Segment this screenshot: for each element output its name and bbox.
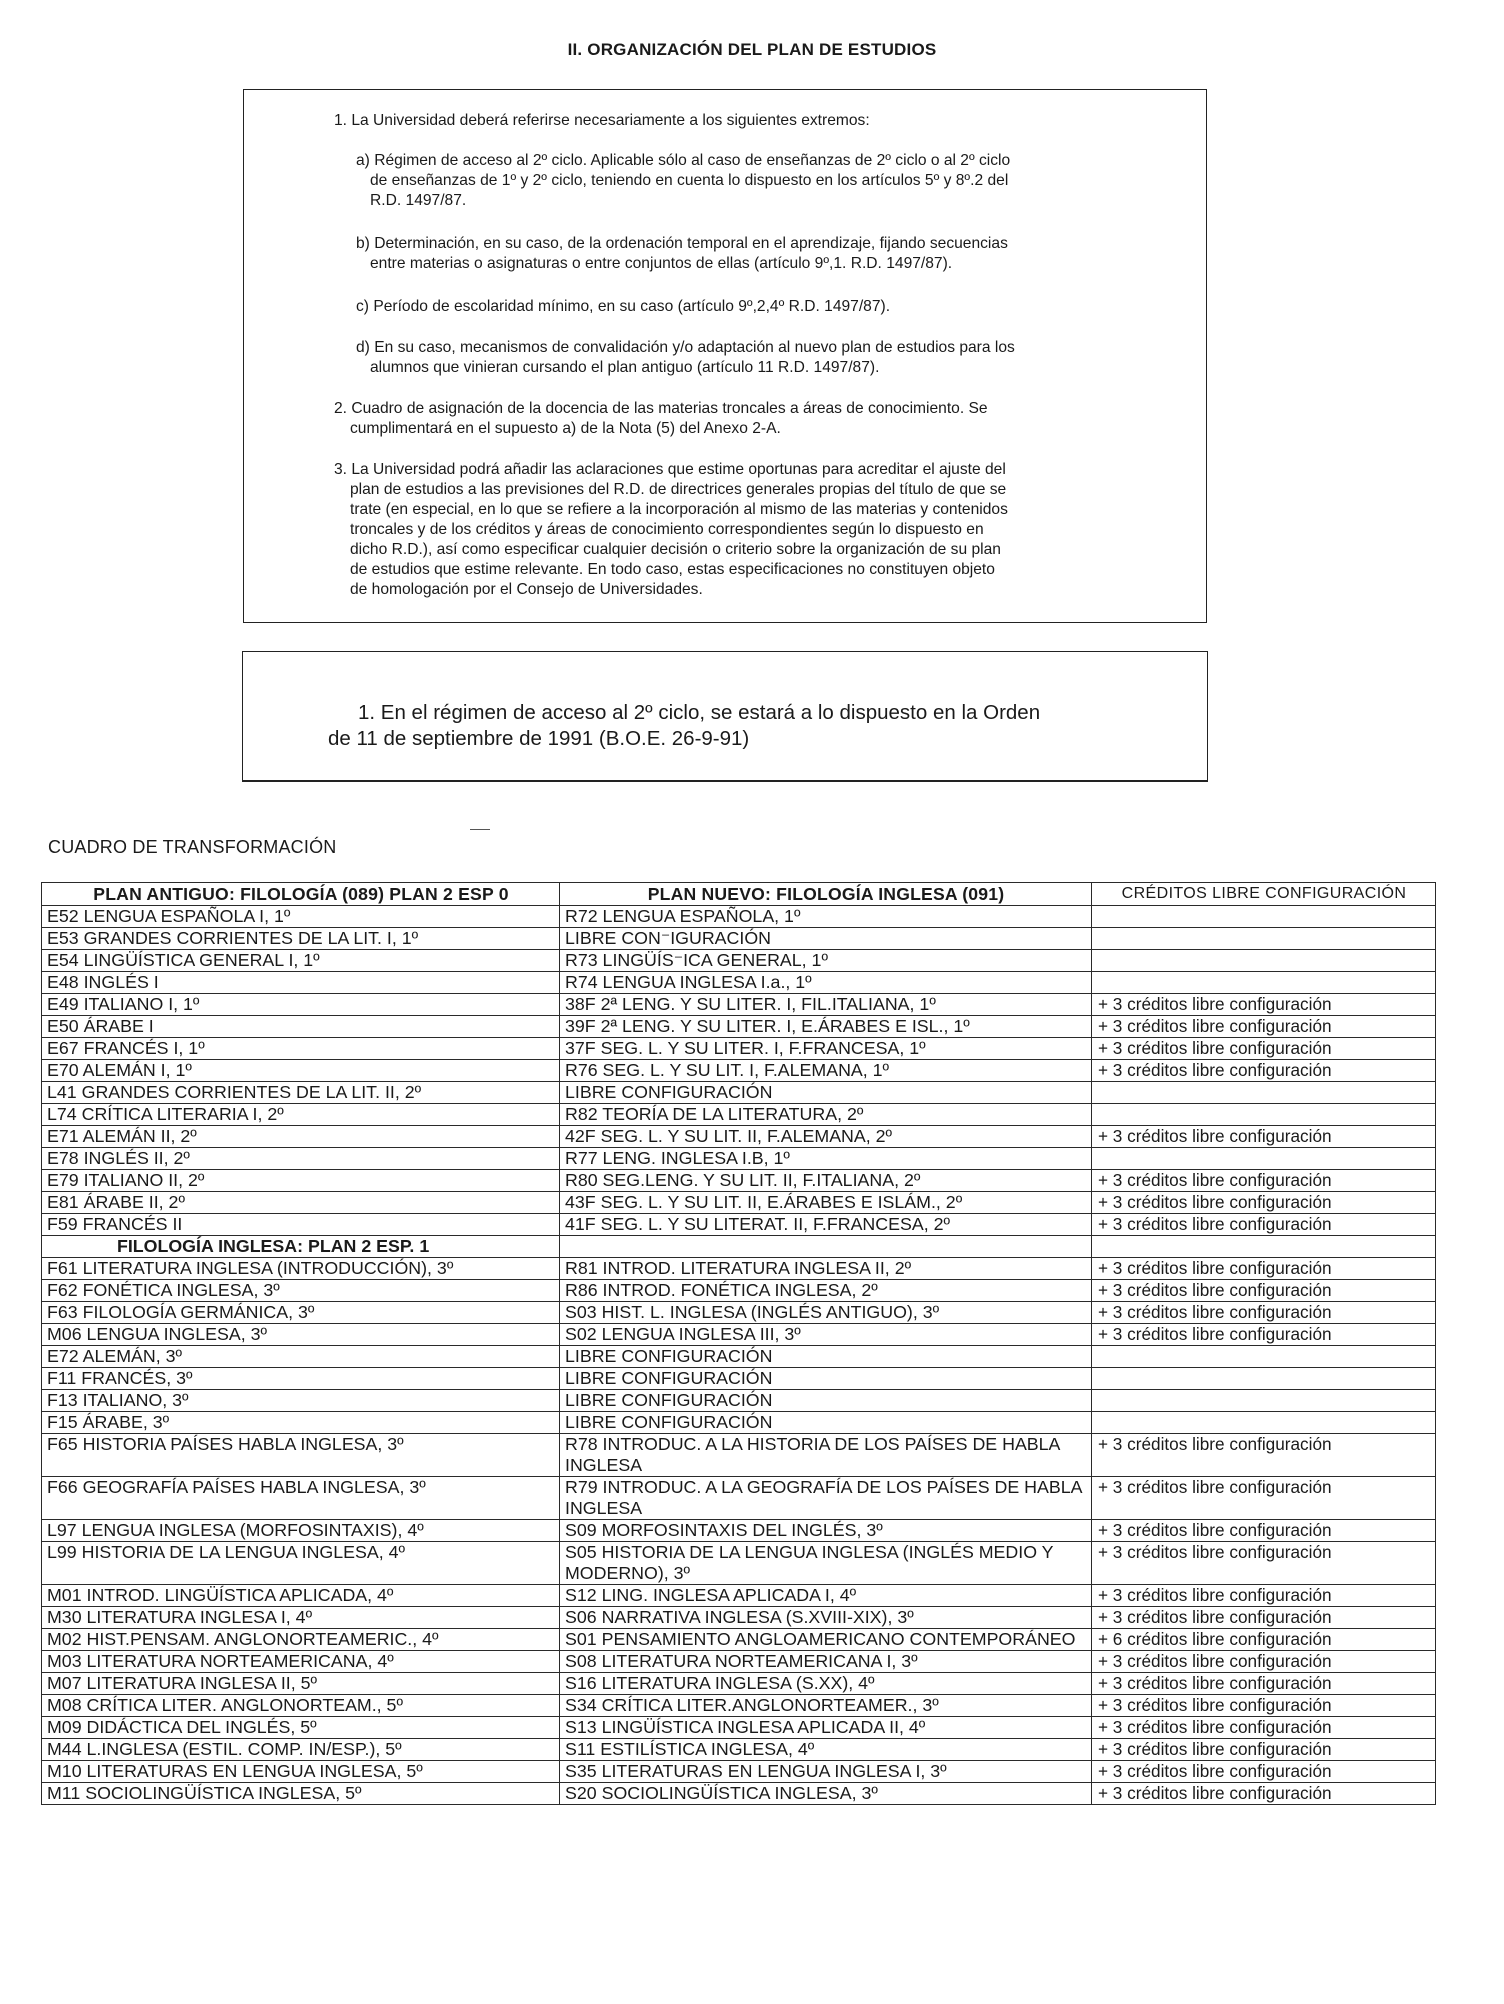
- table-row: [42, 1651, 1436, 1673]
- table-row: [42, 1082, 1436, 1104]
- table-row: [42, 1434, 1436, 1477]
- old-plan-cell: F13 ITALIANO, 3º: [42, 1390, 560, 1412]
- old-plan-cell: M06 LENGUA INGLESA, 3º: [42, 1324, 560, 1346]
- old-plan-cell: E70 ALEMÁN I, 1º: [42, 1060, 560, 1082]
- new-plan-cell: R76 SEG. L. Y SU LIT. I, F.ALEMANA, 1º: [560, 1060, 1092, 1082]
- table-row: [42, 1477, 1436, 1520]
- new-plan-cell: R72 LENGUA ESPAÑOLA, 1º: [560, 906, 1092, 928]
- table-row: [42, 928, 1436, 950]
- instruction-point-3-line-3: trate (en especial, en lo que se refiere a la incorporación al mismo de las materias y contenidos: [350, 501, 1008, 518]
- instruction-point-1: 1. La Universidad deberá referirse necesariamente a los siguientes extremos:: [334, 112, 870, 129]
- section-subheading-cell: FILOLOGÍA INGLESA: PLAN 2 ESP. 1: [42, 1236, 560, 1258]
- section-title: II. ORGANIZACIÓN DEL PLAN DE ESTUDIOS: [567, 40, 937, 59]
- old-plan-cell: F15 ÁRABE, 3º: [42, 1412, 560, 1434]
- table-row: [42, 1695, 1436, 1717]
- new-plan-cell: R79 INTRODUC. A LA GEOGRAFÍA DE LOS PAÍSES DE HABLA INGLESA: [560, 1477, 1092, 1520]
- credits-cell: + 3 créditos libre configuración: [1092, 1542, 1436, 1585]
- old-plan-cell: M07 LITERATURA INGLESA II, 5º: [42, 1673, 560, 1695]
- new-plan-cell: 42F SEG. L. Y SU LIT. II, F.ALEMANA, 2º: [560, 1126, 1092, 1148]
- table-row: [42, 1060, 1436, 1082]
- table-row: [42, 1324, 1436, 1346]
- old-plan-cell: M08 CRÍTICA LITER. ANGLONORTEAM., 5º: [42, 1695, 560, 1717]
- credits-cell: + 3 créditos libre configuración: [1092, 1477, 1436, 1520]
- instruction-point-2-line-2: cumplimentará en el supuesto a) de la Nota (5) del Anexo 2-A.: [350, 420, 781, 437]
- credits-cell: + 3 créditos libre configuración: [1092, 1695, 1436, 1717]
- instruction-a-line-2: de enseñanzas de 1º y 2º ciclo, teniendo en cuenta lo dispuesto en los artículos 5º y 8º.2 del: [370, 172, 1009, 189]
- new-plan-cell: LIBRE CONFIGURACIÓN: [560, 1082, 1092, 1104]
- old-plan-cell: E49 ITALIANO I, 1º: [42, 994, 560, 1016]
- old-plan-cell: F65 HISTORIA PAÍSES HABLA INGLESA, 3º: [42, 1434, 560, 1477]
- old-plan-cell: F59 FRANCÉS II: [42, 1214, 560, 1236]
- credits-cell: + 3 créditos libre configuración: [1092, 1761, 1436, 1783]
- credits-cell: + 3 créditos libre configuración: [1092, 1607, 1436, 1629]
- credits-cell: + 3 créditos libre configuración: [1092, 1520, 1436, 1542]
- new-plan-cell: S20 SOCIOLINGÜÍSTICA INGLESA, 3º: [560, 1783, 1092, 1805]
- instructions-box: [243, 89, 1207, 623]
- old-plan-cell: E50 ÁRABE I: [42, 1016, 560, 1038]
- credits-cell: + 3 créditos libre configuración: [1092, 1651, 1436, 1673]
- old-plan-cell: M03 LITERATURA NORTEAMERICANA, 4º: [42, 1651, 560, 1673]
- new-plan-cell: LIBRE CONFIGURACIÓN: [560, 1412, 1092, 1434]
- credits-cell: + 3 créditos libre configuración: [1092, 1585, 1436, 1607]
- new-plan-cell: 41F SEG. L. Y SU LITERAT. II, F.FRANCESA, 2º: [560, 1214, 1092, 1236]
- new-plan-cell: R81 INTROD. LITERATURA INGLESA II, 2º: [560, 1258, 1092, 1280]
- new-plan-cell: S01 PENSAMIENTO ANGLOAMERICANO CONTEMPORÁNEO: [560, 1629, 1092, 1651]
- table-row: [42, 1739, 1436, 1761]
- new-plan-cell: 38F 2ª LENG. Y SU LITER. I, FIL.ITALIANA, 1º: [560, 994, 1092, 1016]
- new-plan-cell: S06 NARRATIVA INGLESA (S.XVIII-XIX), 3º: [560, 1607, 1092, 1629]
- credits-cell: + 6 créditos libre configuración: [1092, 1629, 1436, 1651]
- table-row: [42, 1126, 1436, 1148]
- new-plan-cell: R74 LENGUA INGLESA I.a., 1º: [560, 972, 1092, 994]
- instruction-point-2-line-1: 2. Cuadro de asignación de la docencia de las materias troncales a áreas de conocimiento. Se: [334, 400, 988, 417]
- credits-cell: + 3 créditos libre configuración: [1092, 1739, 1436, 1761]
- new-plan-cell: S35 LITERATURAS EN LENGUA INGLESA I, 3º: [560, 1761, 1092, 1783]
- new-plan-cell: S08 LITERATURA NORTEAMERICANA I, 3º: [560, 1651, 1092, 1673]
- table-row: [42, 1170, 1436, 1192]
- response-line-2: de 11 de septiembre de 1991 (B.O.E. 26-9-91): [328, 727, 750, 750]
- new-plan-cell: LIBRE CONFIGURACIÓN: [560, 1346, 1092, 1368]
- table-row: [42, 950, 1436, 972]
- instruction-point-3-line-1: 3. La Universidad podrá añadir las aclaraciones que estime oportunas para acreditar el ajuste del: [334, 461, 1006, 478]
- table-row: [42, 1761, 1436, 1783]
- credits-cell: + 3 créditos libre configuración: [1092, 1126, 1436, 1148]
- response-text: [328, 700, 1170, 752]
- table-row: [42, 1016, 1436, 1038]
- new-plan-cell: S13 LINGÜÍSTICA INGLESA APLICADA II, 4º: [560, 1717, 1092, 1739]
- table-row: [42, 1302, 1436, 1324]
- response-box: [242, 651, 1208, 782]
- new-plan-cell: 39F 2ª LENG. Y SU LITER. I, E.ÁRABES E ISL., 1º: [560, 1016, 1092, 1038]
- credits-cell: + 3 créditos libre configuración: [1092, 1192, 1436, 1214]
- new-plan-cell: 43F SEG. L. Y SU LIT. II, E.ÁRABES E ISLÁM., 2º: [560, 1192, 1092, 1214]
- table-row: [42, 1673, 1436, 1695]
- instruction-c-line-1: c) Período de escolaridad mínimo, en su caso (artículo 9º,2,4º R.D. 1497/87).: [356, 298, 891, 315]
- table-row: [42, 1390, 1436, 1412]
- old-plan-cell: E67 FRANCÉS I, 1º: [42, 1038, 560, 1060]
- table-row: [42, 1629, 1436, 1651]
- credits-cell: + 3 créditos libre configuración: [1092, 1434, 1436, 1477]
- old-plan-cell: E72 ALEMÁN, 3º: [42, 1346, 560, 1368]
- old-plan-cell: M11 SOCIOLINGÜÍSTICA INGLESA, 5º: [42, 1783, 560, 1805]
- new-plan-cell: S05 HISTORIA DE LA LENGUA INGLESA (INGLÉS MEDIO Y MODERNO), 3º: [560, 1542, 1092, 1585]
- table-header-row: [42, 883, 1436, 906]
- new-plan-cell: LIBRE CON⁻IGURACIÓN: [560, 928, 1092, 950]
- credits-cell: [1092, 1236, 1436, 1258]
- credits-cell: + 3 créditos libre configuración: [1092, 1060, 1436, 1082]
- new-plan-cell: S12 LING. INGLESA APLICADA I, 4º: [560, 1585, 1092, 1607]
- new-plan-cell: S02 LENGUA INGLESA III, 3º: [560, 1324, 1092, 1346]
- table-row: [42, 972, 1436, 994]
- table-row: [42, 1214, 1436, 1236]
- credits-cell: + 3 créditos libre configuración: [1092, 1302, 1436, 1324]
- credits-cell: + 3 créditos libre configuración: [1092, 1324, 1436, 1346]
- instruction-point-3-line-6: de estudios que estime relevante. En todo caso, estas especificaciones no constituyen objeto: [350, 561, 995, 578]
- credits-cell: + 3 créditos libre configuración: [1092, 994, 1436, 1016]
- old-plan-cell: F63 FILOLOGÍA GERMÁNICA, 3º: [42, 1302, 560, 1324]
- table-row: [42, 1346, 1436, 1368]
- table-row: [42, 1148, 1436, 1170]
- credits-cell: + 3 créditos libre configuración: [1092, 1038, 1436, 1060]
- table-row: [42, 1542, 1436, 1585]
- new-plan-cell: 37F SEG. L. Y SU LITER. I, F.FRANCESA, 1º: [560, 1038, 1092, 1060]
- old-plan-cell: L99 HISTORIA DE LA LENGUA INGLESA, 4º: [42, 1542, 560, 1585]
- old-plan-cell: E71 ALEMÁN II, 2º: [42, 1126, 560, 1148]
- table-row: [42, 1368, 1436, 1390]
- table-row: [42, 1236, 1436, 1258]
- table-caption: CUADRO DE TRANSFORMACIÓN: [48, 837, 337, 857]
- credits-cell: + 3 créditos libre configuración: [1092, 1016, 1436, 1038]
- table-row: [42, 1520, 1436, 1542]
- table-row: [42, 1258, 1436, 1280]
- old-plan-cell: F11 FRANCÉS, 3º: [42, 1368, 560, 1390]
- credits-cell: + 3 créditos libre configuración: [1092, 1170, 1436, 1192]
- credits-cell: + 3 créditos libre configuración: [1092, 1258, 1436, 1280]
- new-plan-cell: S09 MORFOSINTAXIS DEL INGLÉS, 3º: [560, 1520, 1092, 1542]
- old-plan-cell: L41 GRANDES CORRIENTES DE LA LIT. II, 2º: [42, 1082, 560, 1104]
- credits-cell: [1092, 1390, 1436, 1412]
- credits-cell: [1092, 1148, 1436, 1170]
- old-plan-cell: M01 INTROD. LINGÜÍSTICA APLICADA, 4º: [42, 1585, 560, 1607]
- credits-cell: + 3 créditos libre configuración: [1092, 1717, 1436, 1739]
- new-plan-cell: R78 INTRODUC. A LA HISTORIA DE LOS PAÍSES DE HABLA INGLESA: [560, 1434, 1092, 1477]
- instruction-point-3-line-2: plan de estudios a las previsiones del R.D. de directrices generales propias del título de que se: [350, 481, 1007, 498]
- old-plan-cell: F62 FONÉTICA INGLESA, 3º: [42, 1280, 560, 1302]
- new-plan-cell: R86 INTROD. FONÉTICA INGLESA, 2º: [560, 1280, 1092, 1302]
- new-plan-cell: S16 LITERATURA INGLESA (S.XX), 4º: [560, 1673, 1092, 1695]
- credits-cell: [1092, 1082, 1436, 1104]
- response-line-1: 1. En el régimen de acceso al 2º ciclo, se estará a lo dispuesto en la Orden: [358, 701, 1041, 724]
- old-plan-cell: M09 DIDÁCTICA DEL INGLÉS, 5º: [42, 1717, 560, 1739]
- credits-cell: [1092, 928, 1436, 950]
- transformation-table: [41, 882, 1436, 1805]
- new-plan-cell: S03 HIST. L. INGLESA (INGLÉS ANTIGUO), 3º: [560, 1302, 1092, 1324]
- credits-cell: + 3 créditos libre configuración: [1092, 1280, 1436, 1302]
- credits-cell: [1092, 1412, 1436, 1434]
- old-plan-cell: M10 LITERATURAS EN LENGUA INGLESA, 5º: [42, 1761, 560, 1783]
- header-old-plan: PLAN ANTIGUO: FILOLOGÍA (089) PLAN 2 ESP 0: [42, 883, 560, 906]
- old-plan-cell: M30 LITERATURA INGLESA I, 4º: [42, 1607, 560, 1629]
- old-plan-cell: L74 CRÍTICA LITERARIA I, 2º: [42, 1104, 560, 1126]
- table-row: [42, 1412, 1436, 1434]
- divider-mark: [470, 829, 490, 830]
- old-plan-cell: M44 L.INGLESA (ESTIL. COMP. IN/ESP.), 5º: [42, 1739, 560, 1761]
- new-plan-cell: S34 CRÍTICA LITER.ANGLONORTEAMER., 3º: [560, 1695, 1092, 1717]
- old-plan-cell: L97 LENGUA INGLESA (MORFOSINTAXIS), 4º: [42, 1520, 560, 1542]
- old-plan-cell: E48 INGLÉS I: [42, 972, 560, 994]
- instruction-point-3-line-7: de homologación por el Consejo de Universidades.: [350, 581, 703, 598]
- table-row: [42, 906, 1436, 928]
- old-plan-cell: E52 LENGUA ESPAÑOLA I, 1º: [42, 906, 560, 928]
- credits-cell: [1092, 950, 1436, 972]
- instruction-point-3-line-5: dicho R.D.), así como especificar cualquier decisión o criterio sobre la organización de su plan: [350, 541, 1001, 558]
- new-plan-cell: R77 LENG. INGLESA I.B, 1º: [560, 1148, 1092, 1170]
- instruction-d-line-1: d) En su caso, mecanismos de convalidación y/o adaptación al nuevo plan de estudios para los: [356, 339, 1015, 356]
- instruction-a-line-3: R.D. 1497/87.: [370, 192, 467, 209]
- new-plan-cell: R73 LINGÜÍS⁻ICA GENERAL, 1º: [560, 950, 1092, 972]
- old-plan-cell: E79 ITALIANO II, 2º: [42, 1170, 560, 1192]
- table-row: [42, 1038, 1436, 1060]
- old-plan-cell: F66 GEOGRAFÍA PAÍSES HABLA INGLESA, 3º: [42, 1477, 560, 1520]
- credits-cell: [1092, 906, 1436, 928]
- new-plan-cell: LIBRE CONFIGURACIÓN: [560, 1368, 1092, 1390]
- old-plan-cell: E54 LINGÜÍSTICA GENERAL I, 1º: [42, 950, 560, 972]
- old-plan-cell: M02 HIST.PENSAM. ANGLONORTEAMERIC., 4º: [42, 1629, 560, 1651]
- instruction-b-line-1: b) Determinación, en su caso, de la ordenación temporal en el aprendizaje, fijando secuencias: [356, 235, 1008, 252]
- instruction-a-line-1: a) Régimen de acceso al 2º ciclo. Aplicable sólo al caso de enseñanzas de 2º ciclo o al 2º ciclo: [356, 152, 1011, 169]
- header-new-plan: PLAN NUEVO: FILOLOGÍA INGLESA (091): [560, 883, 1092, 906]
- header-credits: CRÉDITOS LIBRE CONFIGURACIÓN: [1092, 883, 1436, 906]
- credits-cell: + 3 créditos libre configuración: [1092, 1783, 1436, 1805]
- table-row: [42, 1192, 1436, 1214]
- table-row: [42, 1717, 1436, 1739]
- credits-cell: [1092, 972, 1436, 994]
- credits-cell: [1092, 1346, 1436, 1368]
- credits-cell: [1092, 1368, 1436, 1390]
- new-plan-cell: R80 SEG.LENG. Y SU LIT. II, F.ITALIANA, 2º: [560, 1170, 1092, 1192]
- old-plan-cell: E81 ÁRABE II, 2º: [42, 1192, 560, 1214]
- new-plan-cell: S11 ESTILÍSTICA INGLESA, 4º: [560, 1739, 1092, 1761]
- credits-cell: + 3 créditos libre configuración: [1092, 1673, 1436, 1695]
- credits-cell: [1092, 1104, 1436, 1126]
- table-row: [42, 1104, 1436, 1126]
- old-plan-cell: E78 INGLÉS II, 2º: [42, 1148, 560, 1170]
- credits-cell: + 3 créditos libre configuración: [1092, 1214, 1436, 1236]
- instruction-d-line-2: alumnos que vinieran cursando el plan antiguo (artículo 11 R.D. 1497/87).: [370, 359, 880, 376]
- new-plan-cell: LIBRE CONFIGURACIÓN: [560, 1390, 1092, 1412]
- old-plan-cell: F61 LITERATURA INGLESA (INTRODUCCIÓN), 3º: [42, 1258, 560, 1280]
- new-plan-cell: R82 TEORÍA DE LA LITERATURA, 2º: [560, 1104, 1092, 1126]
- table-row: [42, 994, 1436, 1016]
- table-row: [42, 1783, 1436, 1805]
- table-row: [42, 1607, 1436, 1629]
- instruction-point-3-line-4: troncales y de los créditos y áreas de conocimiento correspondientes según lo dispuesto en: [350, 521, 984, 538]
- old-plan-cell: E53 GRANDES CORRIENTES DE LA LIT. I, 1º: [42, 928, 560, 950]
- table-row: [42, 1585, 1436, 1607]
- new-plan-cell: [560, 1236, 1092, 1258]
- table-row: [42, 1280, 1436, 1302]
- instruction-b-line-2: entre materias o asignaturas o entre conjuntos de ellas (artículo 9º,1. R.D. 1497/87).: [370, 255, 953, 272]
